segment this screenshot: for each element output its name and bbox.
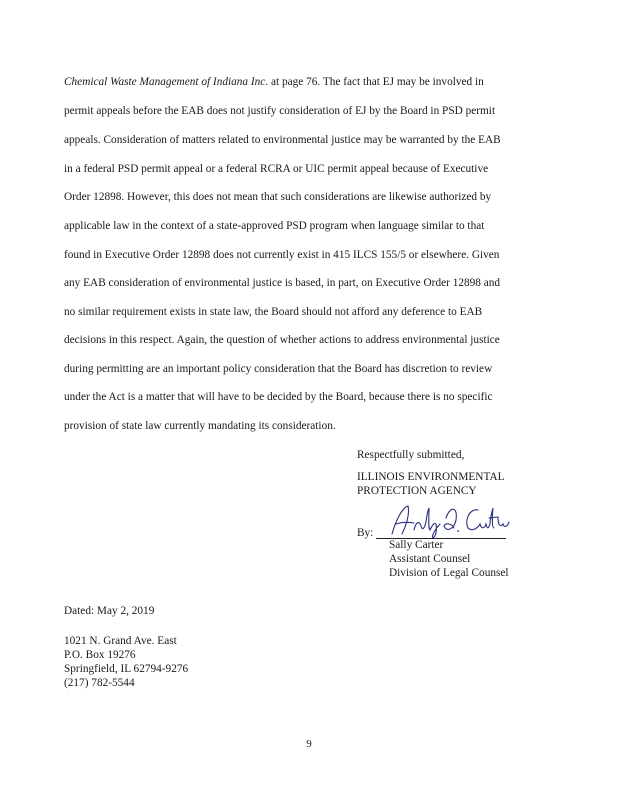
citation-continuation: at page 76. The fact that EJ may be involved in bbox=[268, 76, 484, 88]
body-line: decisions in this respect. Again, the question of whether actions to address environmental justice bbox=[64, 334, 500, 346]
body-line: Order 12898. However, this does not mean that such considerations are likewise authorized by bbox=[64, 191, 492, 203]
handwritten-signature bbox=[386, 500, 514, 540]
body-line: during permitting are an important policy consideration that the Board has discretion to review bbox=[64, 363, 493, 375]
body-line: found in Executive Order 12898 does not currently exist in 415 ILCS 155/5 or elsewhere. Given bbox=[64, 249, 500, 261]
phone-line: (217) 782-5544 bbox=[64, 677, 135, 689]
agency-name-line1: ILLINOIS ENVIRONMENTAL bbox=[357, 471, 505, 483]
address-line: Springfield, IL 62794-9276 bbox=[64, 663, 189, 675]
body-line-1 bbox=[64, 75, 554, 89]
case-citation: Chemical Waste Management of Indiana Inc. bbox=[64, 76, 269, 88]
body-line: under the Act is a matter that will have to be decided by the Board, because there is no specific bbox=[64, 391, 493, 403]
address-line: P.O. Box 19276 bbox=[64, 649, 136, 661]
body-line: appeals. Consideration of matters related to environmental justice may be warranted by the EAB bbox=[64, 134, 501, 146]
body-line: provision of state law currently mandating its consideration. bbox=[64, 420, 336, 432]
body-line: no similar requirement exists in state law, the Board should not afford any deference to EAB bbox=[64, 306, 483, 318]
closing-salutation: Respectfully submitted, bbox=[357, 449, 465, 461]
agency-name-line2: PROTECTION AGENCY bbox=[357, 485, 477, 497]
body-line: applicable law in the context of a state-approved PSD program when language similar to that bbox=[64, 220, 485, 232]
signer-division: Division of Legal Counsel bbox=[389, 567, 509, 579]
body-line: any EAB consideration of environmental justice is based, in part, on Executive Order 12898 and bbox=[64, 277, 501, 289]
dated-line: Dated: May 2, 2019 bbox=[64, 605, 155, 617]
body-line: in a federal PSD permit appeal or a federal RCRA or UIC permit appeal because of Executive bbox=[64, 163, 489, 175]
signer-name: Sally Carter bbox=[389, 539, 444, 551]
by-label: By: bbox=[357, 527, 374, 539]
address-line: 1021 N. Grand Ave. East bbox=[64, 635, 177, 647]
page-number: 9 bbox=[306, 738, 312, 750]
body-line: permit appeals before the EAB does not justify consideration of EJ by the Board in PSD permit bbox=[64, 105, 496, 117]
signer-title: Assistant Counsel bbox=[389, 553, 471, 565]
